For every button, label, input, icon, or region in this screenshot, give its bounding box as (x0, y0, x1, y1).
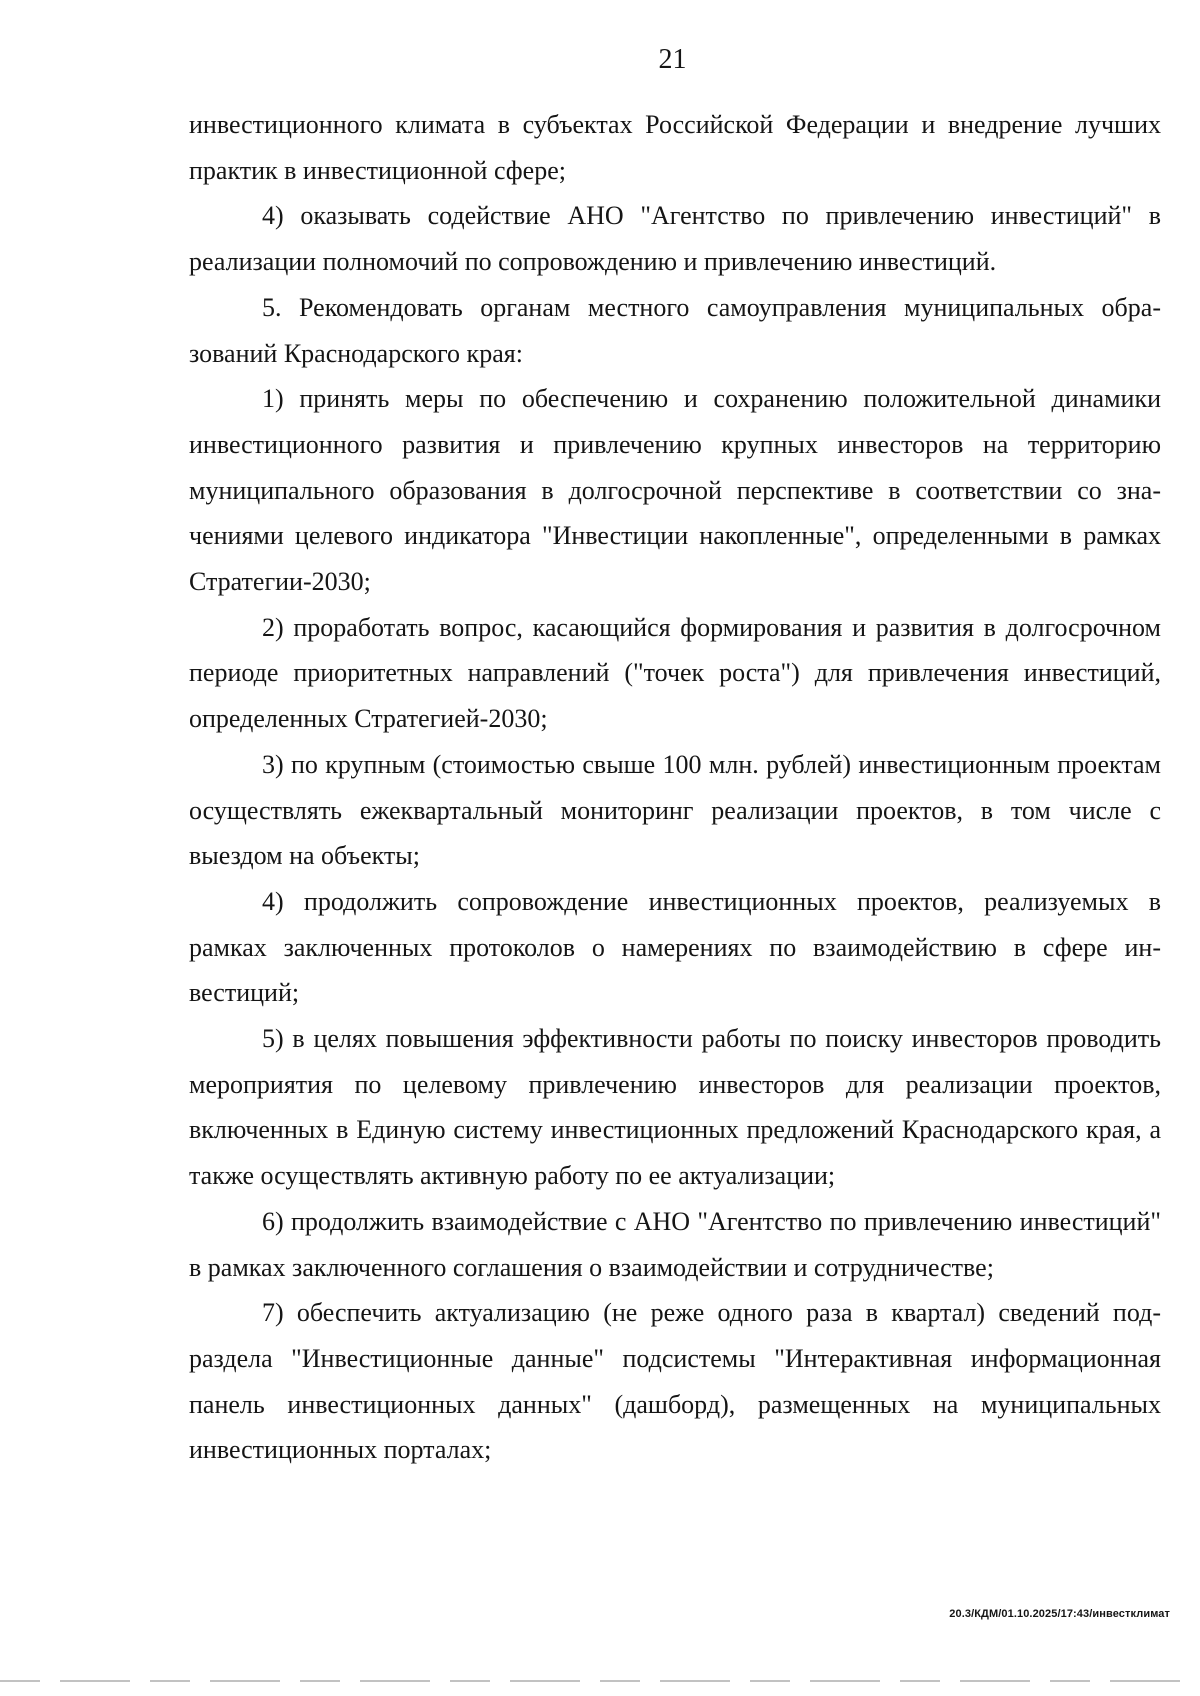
paragraph: 2) проработать вопрос, касающийся формирования и развития в долгосрочном периоде приоритетных направлений ("точек роста") для привлечения инвестиций, определенных Стратегией-2030; (189, 612, 1161, 734)
paragraph: 7) обеспечить актуализацию (не реже одного раза в квартал) сведений подраздела "Инвестиционные данные" подсистемы "Интерактивная информационная панель инвестиционных данных" (дашборд), размещенных на муниципальных инвестиционных порталах; (189, 1298, 1161, 1465)
scan-edge-line (0, 1680, 1200, 1682)
paragraph: 1) принять меры по обеспечению и сохранению положительной динамики инвестиционного развития и привлечению крупных инвесторов на территорию муниципального образования в долгосрочной перспективе в соответствии со значениями целевого индикатора "Инвестиции накопленные", определенными в рамках Стратегии-2030; (189, 384, 1161, 597)
paragraph: 4) продолжить сопровождение инвестиционных проектов, реализуемых в рамках заключенных протоколов о намерениях по взаимодействию в сфере инвестиций; (189, 886, 1161, 1008)
paragraph: 6) продолжить взаимодействие с АНО "Агентство по привлечению инвестиций" в рамках заключенного соглашения о взаимодействии и сотрудничестве; (189, 1206, 1161, 1282)
paragraph: 5. Рекомендовать органам местного самоуправления муниципальных образований Краснодарского края: (189, 292, 1161, 368)
page-number: 21 (658, 44, 687, 75)
document-body (189, 102, 1161, 1473)
document-footer-code: 20.3/КДМ/01.10.2025/17:43/инвестклимат (949, 1608, 1170, 1620)
paragraph: 4) оказывать содействие АНО "Агентство по привлечению инвестиций" в реализации полномочий по сопровождению и привлечению инвестиций. (189, 201, 1161, 277)
paragraph: 3) по крупным (стоимостью свыше 100 млн. рублей) инвестиционным проектам осуществлять ежеквартальный мониторинг реализации проектов, в том числе с выездом на объекты; (189, 749, 1161, 871)
paragraph: инвестиционного климата в субъектах Российской Федерации и внедрение лучших практик в инвестиционной сфере; (189, 110, 1161, 185)
paragraph: 5) в целях повышения эффективности работы по поиску инвесторов проводить мероприятия по целевому привлечению инвесторов для реализации проектов, включенных в Единую систему инвестиционных предложений Краснодарского края, а также осуществлять активную работу по ее актуализации; (189, 1024, 1161, 1191)
